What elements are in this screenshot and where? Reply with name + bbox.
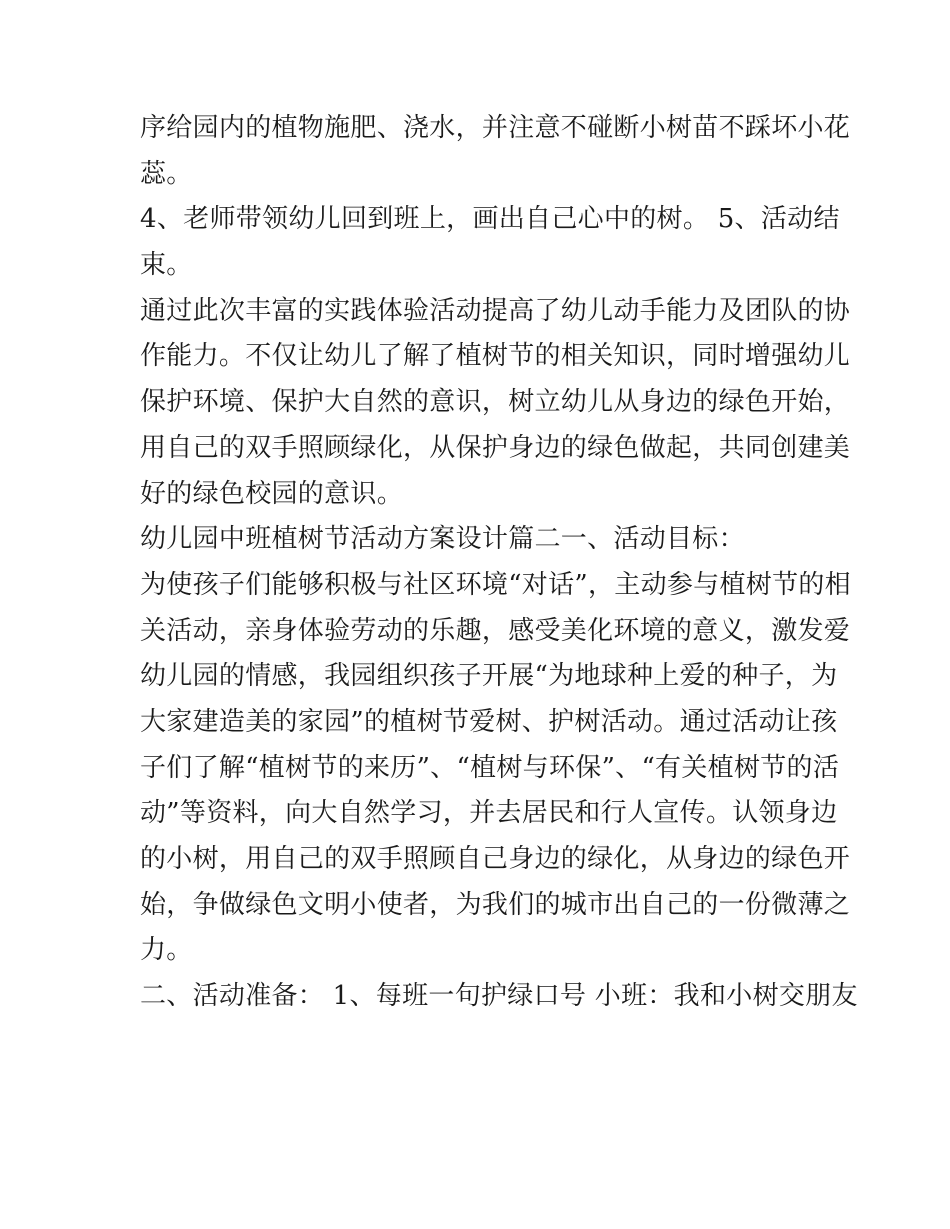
document-body xyxy=(140,106,858,1020)
text-line: 二、活动准备： 1、每班一句护绿口号 小班：我和小树交朋友 xyxy=(140,981,858,1012)
text-line: 子们了解“植树节的来历”、“植树与环保”、“有关植树节的活 xyxy=(140,752,840,783)
text-line: 始，争做绿色文明小使者，为我们的城市出自己的一份微薄之 xyxy=(140,889,851,920)
text-line: 通过此次丰富的实践体验活动提高了幼儿动手能力及团队的协 xyxy=(140,295,851,326)
text-line: 用自己的双手照顾绿化，从保护身边的绿色做起，共同创建美 xyxy=(140,432,851,463)
text-line: 作能力。不仅让幼儿了解了植树节的相关知识，同时增强幼儿 xyxy=(140,341,851,372)
text-line: 的小树，用自己的双手照顾自己身边的绿化，从身边的绿色开 xyxy=(140,844,851,874)
text-line: 蕊。 xyxy=(140,158,193,189)
text-line: 为使孩子们能够积极与社区环境“对话”，主动参与植树节的相 xyxy=(140,569,851,600)
text-line: 好的绿色校园的意识。 xyxy=(140,478,404,509)
text-line: 大家建造美的家园”的植树节爱树、护树活动。通过活动让孩 xyxy=(140,706,838,737)
text-line: 保护环境、保护大自然的意识，树立幼儿从身边的绿色开始， xyxy=(140,387,851,418)
text-line: 动”等资料，向大自然学习，并去居民和行人宣传。认领身边 xyxy=(140,798,838,829)
text-line: 4、老师带领幼儿回到班上，画出自己心中的树。 5、活动结 xyxy=(140,204,840,235)
text-line: 序给园内的植物施肥、浇水，并注意不碰断小树苗不踩坏小花 xyxy=(140,113,851,143)
text-line: 力。 xyxy=(140,935,193,966)
text-line: 幼儿园的情感，我园组织孩子开展“为地球种上爱的种子，为 xyxy=(140,661,838,692)
section-heading-line: 幼儿园中班植树节活动方案设计篇二一、活动目标： xyxy=(140,524,745,555)
text-line: 关活动，亲身体验劳动的乐趣，感受美化环境的意义，激发爱 xyxy=(140,615,851,646)
text-line: 束。 xyxy=(140,250,193,281)
